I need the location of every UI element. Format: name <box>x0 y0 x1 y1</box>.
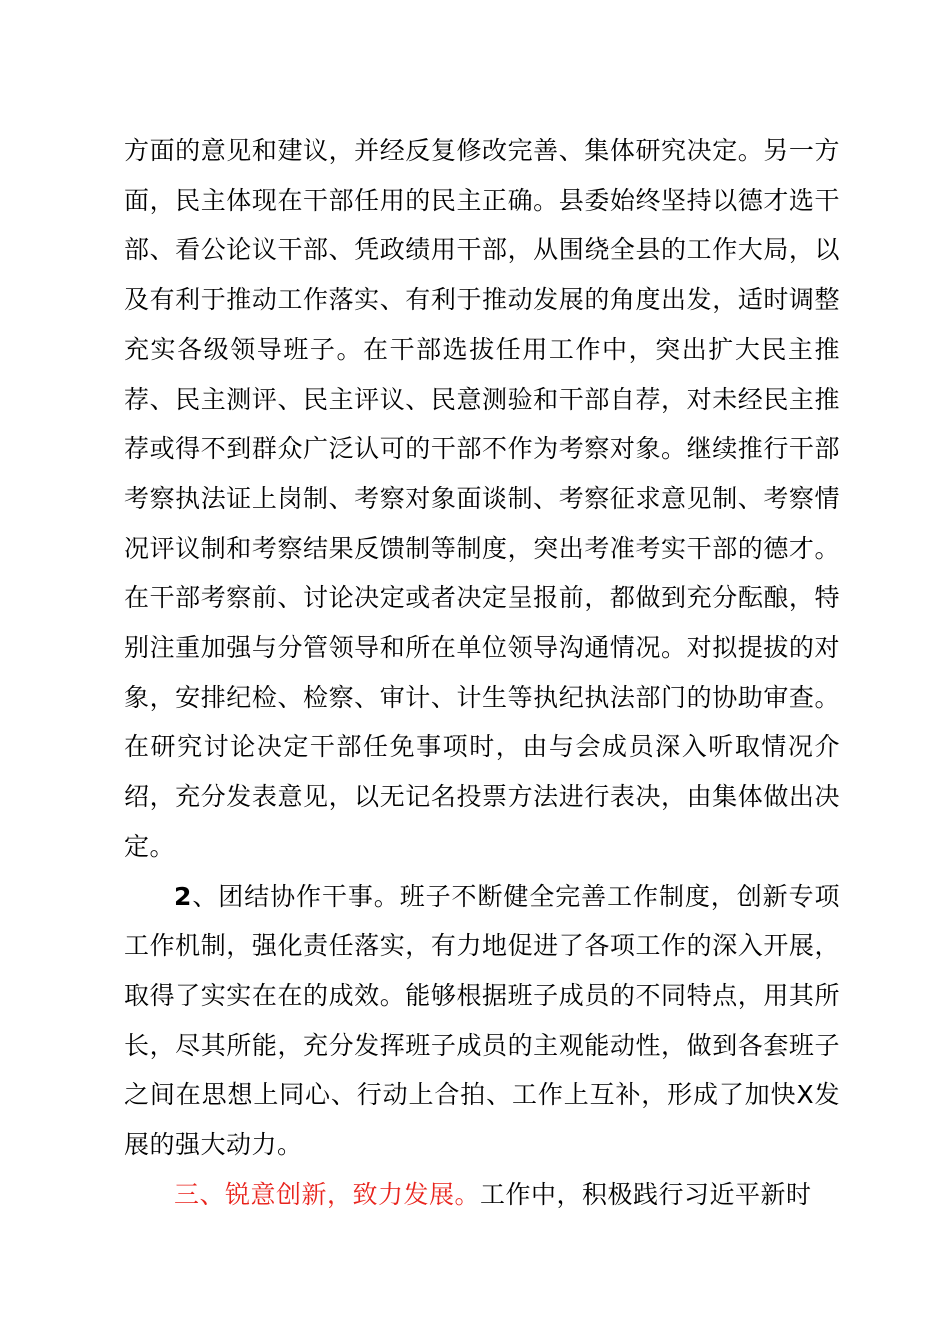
paragraph-teamwork <box>124 872 840 1170</box>
paragraph-cadre-selection: 方面的意见和建议，并经反复修改完善、集体研究决定。另一方面，民主体现在干部任用的民主正确。县委始终坚持以德才选干部、看公论议干部、凭政绩用干部，从围绕全县的工作大局，以及有利于推动工作落实、有利于推动发展的角度出发，适时调整充实各级领导班子。在干部选拔任用工作中，突出扩大民主推荐、民主测评、民主评议、民意测验和干部自荐，对未经民主推荐或得不到群众广泛认可的干部不作为考察对象。继续推行干部考察执法证上岗制、考察对象面谈制、考察征求意见制、考察情况评议制和考察结果反馈制等制度，突出考准考实干部的德才。在干部考察前、讨论决定或者决定呈报前，都做到充分酝酿，特别注重加强与分管领导和所在单位领导沟通情况。对拟提拔的对象，安排纪检、检察、审计、计生等执纪执法部门的协助审查。在研究讨论决定干部任免事项时，由与会成员深入听取情况介绍，充分发表意见，以无记名投票方法进行表决，由集体做出决定。 <box>124 136 840 861</box>
document-body <box>124 126 840 1219</box>
paragraph-innovation <box>124 1170 840 1220</box>
paragraph-teamwork-text: 、团结协作干事。班子不断健全完善工作制度，创新专项工作机制，强化责任落实，有力地促进了各项工作的深入开展，取得了实实在在的成效。能够根据班子成员的不同特点，用其所长，尽其所能，充分发挥班子成员的主观能动性，做到各套班子之间在思想上同心、行动上合拍、工作上互补，形成了加快X发展的强大动力。 <box>124 881 840 1160</box>
section-heading: 三、锐意创新，致力发展。 <box>174 1179 481 1209</box>
paragraph-innovation-text: 工作中，积极践行习近平新时 <box>480 1179 812 1209</box>
paragraph-number: 2 <box>174 881 192 911</box>
